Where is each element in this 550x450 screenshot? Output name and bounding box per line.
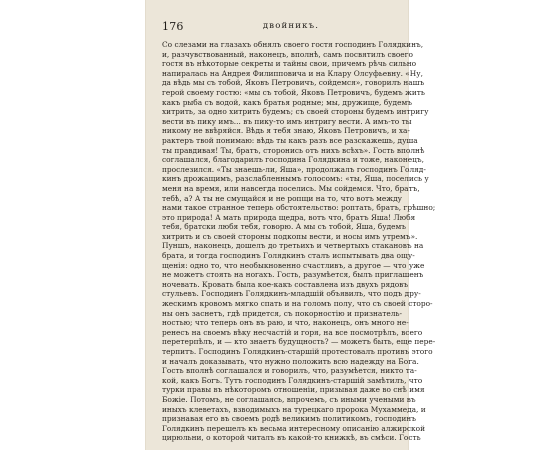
text-line: тебя, братски любя тебя, говорю. А мы съ тобой, Яша, будемъ — [162, 222, 406, 232]
text-line: жескимъ кровомъ мягко спать и на голомъ полу, что съ своей сторо- — [162, 299, 433, 309]
text-line: меня на время, или навсегда поселись. Мы сойдемся. Что, братъ, — [162, 183, 420, 193]
text-line: герой своему гостю: «мы съ тобой, Яковъ Петровичъ, будемъ жить — [162, 87, 425, 97]
text-line: никому не ввѣряйся. Вѣдь я тебя знаю, Яковъ Петровичъ, и ха- — [162, 126, 410, 136]
text-line: брата, и тогда господинъ Голядкинъ сталъ испытывать два ощу- — [162, 251, 415, 261]
text-line: цирюльни, о которой читалъ въ какой-то книжкѣ, въ смѣси. Гость — [162, 433, 421, 443]
text-line: Гость вполнѣ соглашался и говорилъ, что, разумѣется, никто та- — [162, 366, 417, 376]
body-text — [162, 40, 436, 443]
text-line: стульевъ. Господинъ Голядкинъ-младшій объявилъ, что подъ дру- — [162, 289, 421, 299]
text-line: кой, какъ Богъ. Тутъ господинъ Голядкинъ-старшій замѣтилъ, что — [162, 375, 423, 385]
text-line: Божіе. Потомъ, не соглашаясь, впрочемъ, съ иными учеными въ — [162, 394, 416, 404]
text-line: тебѣ, а? А ты не смущайся и не ропщи на то, что вотъ между — [162, 193, 402, 203]
text-line: признавая его въ своемъ родѣ великимъ политикомъ, господинъ — [162, 414, 416, 424]
page-number: 176 — [162, 20, 184, 33]
text-line: и, разчувствованный, наконецъ, вполнѣ, самъ посвятилъ своего — [162, 49, 414, 59]
text-line: напиралась на Андрея Филипповича и на Клару Олсуфьевну. «Ну, — [162, 68, 423, 78]
text-line: Со слезами на глазахъ обнялъ своего гостя господинъ Голядкинъ, — [162, 40, 424, 49]
text-line: ты правдивая! Ты, братъ, сторонись отъ нихъ всѣхъ». Гость вполнѣ — [162, 145, 425, 155]
text-line: это природа! А мать природа щедра, вотъ что, братъ Яша! Любя — [162, 212, 416, 222]
text-line: да вѣдь мы съ тобой, Яковъ Петровичъ, сойдемся», говорилъ нашъ — [162, 78, 425, 88]
text-line: Голядкинъ перешелъ къ весьма интересному описанію алжирской — [162, 423, 426, 433]
text-line: терпитъ. Господинъ Голядкинъ-старшій протестовалъ противъ этого — [162, 347, 433, 356]
text-line: хитрить, за одно хитрить будемъ; съ своей стороны будемъ интригу — [162, 107, 429, 117]
text-line: прослезился. «Ты знаешь-ли, Яша», продолжалъ господинъ Голяд- — [162, 164, 426, 174]
text-line: рактеръ твой понимаю: вѣдь ты какъ разъ все разскажешь, душа — [162, 135, 418, 145]
text-line: вести въ пику имъ... въ пику-то имъ интригу вести. А имъ-то ты — [162, 116, 412, 126]
text-line: и началъ доказывать, что нужно положить всю надежду на Бога. — [162, 356, 419, 366]
text-line: ренесъ на своемъ вѣку несчастій и горя, на все посмотрѣлъ, всего — [162, 327, 423, 337]
text-line: соглашался, благодарилъ господина Голядкина и тоже, наконецъ, — [162, 155, 424, 165]
text-line: щенія: одно то, что необыкновенно счастливъ, а другое — что уже — [162, 260, 425, 270]
text-line: ны онъ заснетъ, гдѣ придется, съ покорностію и признатель- — [162, 308, 402, 318]
text-line: перетерпѣлъ, и — кто знаетъ будущность? — можетъ быть, еще пере- — [162, 337, 436, 347]
text-line: Пуншъ, наконецъ, дошелъ до третьихъ и четвертыхъ стакановъ на — [162, 241, 424, 251]
text-line: кинъ дрожащимъ, разслабленнымъ голосомъ: «ты, Яша, поселись у — [162, 174, 429, 184]
text-line: не можетъ стоять на ногахъ. Гость, разумѣется, былъ приглашенъ — [162, 270, 424, 280]
text-line: нами такое странное теперь обстоятельство: роптать, братъ, грѣшно; — [162, 203, 436, 213]
page-header — [162, 20, 402, 34]
text-line: ночевать. Кровать была кое-какъ составлена изъ двухъ рядовъ — [162, 279, 409, 289]
text-line: иныхъ клеветахъ, взводимыхъ на турецкаго пророка Мухаммеда, и — [162, 404, 426, 414]
text-line: какъ рыба съ водой, какъ братья родные; мы, дружище, будемъ — [162, 97, 412, 107]
running-head: двойникъ. — [262, 21, 320, 31]
text-line: ностью; что теперь онъ въ раю, и что, наконецъ, онъ много не- — [162, 318, 409, 328]
text-line: хитрить и съ своей стороны подкопы вести, и носы имъ утремъ». — [162, 231, 418, 241]
text-line: гостя въ нѣкоторые секреты и тайны свои, причемъ рѣчь сильно — [162, 59, 417, 69]
text-line: турки правы въ нѣкоторомъ отношеніи, призывая даже во снѣ имя — [162, 385, 425, 395]
